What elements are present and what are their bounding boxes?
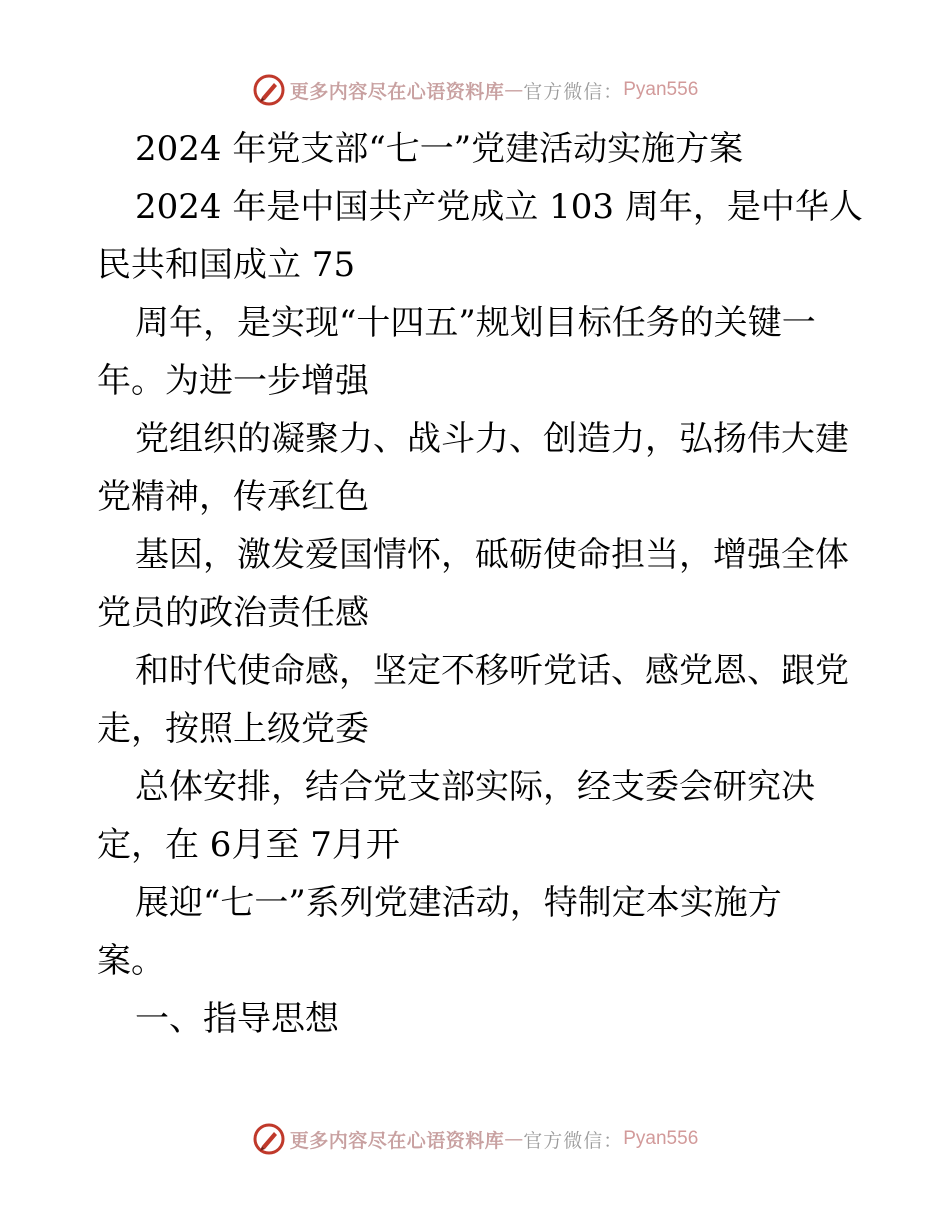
text-line: 一、指导思想 [135,999,339,1039]
pen-logo-icon [252,73,286,107]
header-watermark [0,70,950,110]
footer-watermark [0,1119,950,1159]
text-line: 总体安排，结合党支部实际，经支委会研究决 [135,767,815,807]
watermark-label: 官方微信： [523,1129,624,1152]
text-line: 民共和国成立 75 [97,245,356,285]
watermark-wechat-id: Pyan556 [623,1128,699,1149]
watermark-dash: — [504,79,524,101]
watermark-inner [252,1122,699,1156]
text-line: 2024 年是中国共产党成立 103 周年，是中华人 [135,187,863,227]
text-line: 年。为进一步增强 [97,361,369,401]
text-line: 定，在 6月至 7月开 [97,825,400,865]
watermark-site-text: 更多内容尽在心语资料库 [289,80,505,103]
watermark-wechat-id: Pyan556 [623,79,699,100]
text-line: 周年，是实现“十四五”规划目标任务的关键一 [135,303,816,343]
text-line: 党组织的凝聚力、战斗力、创造力，弘扬伟大建 [135,419,849,459]
text-line: 案。 [97,941,165,981]
text-line: 走，按照上级党委 [97,709,369,749]
text-line: 展迎“七一”系列党建活动，特制定本实施方 [135,883,782,923]
text-line: 党员的政治责任感 [97,593,369,633]
text-line: 和时代使命感，坚定不移听党话、感党恩、跟党 [135,651,849,691]
watermark-inner [252,73,699,107]
watermark-site-text: 更多内容尽在心语资料库 [289,1129,505,1152]
text-line: 基因，激发爱国情怀，砥砺使命担当，增强全体 [135,535,849,575]
watermark-dash: — [504,1128,524,1150]
document-title: 2024 年党支部“七一”党建活动实施方案 [135,129,744,169]
text-line: 党精神，传承红色 [97,477,369,517]
watermark-label: 官方微信： [523,80,624,103]
document-body [97,120,863,1048]
pen-logo-icon [252,1122,286,1156]
